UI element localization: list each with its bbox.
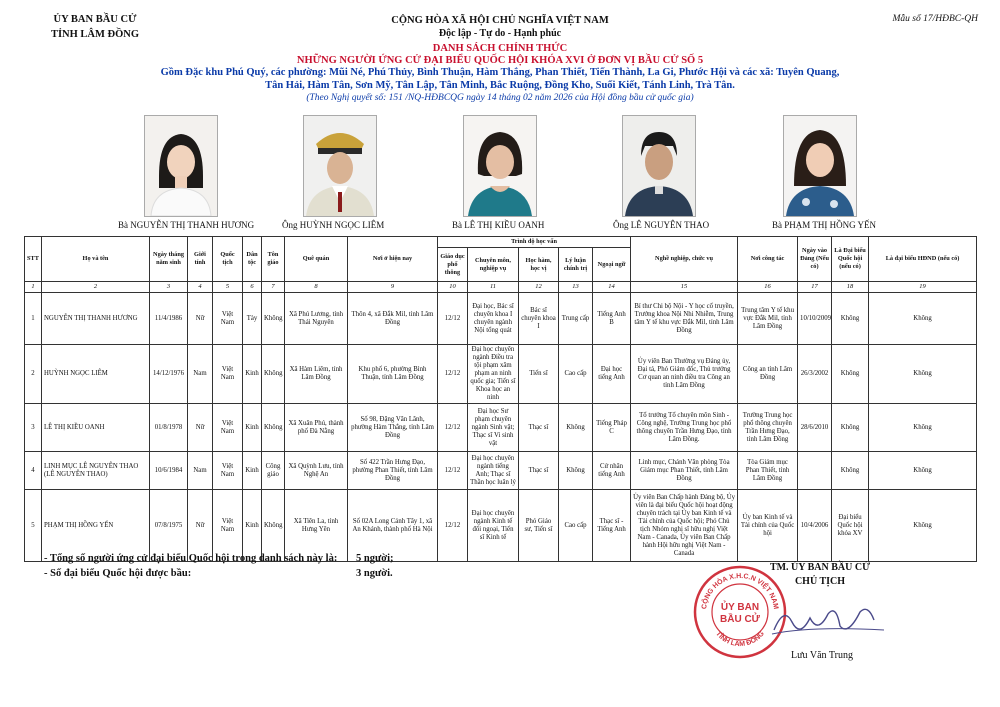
cell-party: 10/10/2009 <box>798 293 832 345</box>
national-heading <box>0 14 1000 40</box>
cell-language: Cử nhân tiếng Anh <box>593 452 631 490</box>
cell-gender: Nam <box>188 452 213 490</box>
summary-line-1 <box>44 551 394 566</box>
cell-hdnd: Không <box>869 293 977 345</box>
cell-specialty: Đại học Sư phạm chuyên ngành Sinh vật; Thạc sĩ Vi sinh vật <box>468 404 519 452</box>
cell-hometown: Xã Tiên La, tỉnh Hưng Yên <box>285 490 348 562</box>
header-hdnd-delegate: Là đại biểu HĐND (nếu có) <box>869 237 977 282</box>
cell-general: 12/12 <box>438 404 468 452</box>
cell-nationality: Việt Nam <box>213 404 243 452</box>
nation-name: CỘNG HÒA XÃ HỘI CHỦ NGHĨA VIỆT NAM <box>391 15 609 26</box>
cell-job: Bí thư Chi bộ Nội - Y học cổ truyền, Trưởng khoa Nội Nhi Nhiễm, Trung tâm Y tế khu vực Đắk Mil, tỉnh Lâm Đồng <box>631 293 738 345</box>
table-row <box>25 404 977 452</box>
photo-caption-1: Bà NGUYỄN THỊ THANH HƯƠNG <box>118 220 255 230</box>
cell-specialty: Đại học chuyên ngành Điều tra tội phạm xâm phạm an ninh quốc gia; Tiến sĩ Khoa học an ninh <box>468 345 519 404</box>
form-number: Mẫu số 17/HĐBC-QH <box>892 14 978 24</box>
cell-gender: Nữ <box>188 490 213 562</box>
cell-name: HUỲNH NGỌC LIÊM <box>42 345 150 404</box>
candidate-photo-3 <box>463 115 537 217</box>
cell-party <box>798 452 832 490</box>
col-num: 13 <box>559 282 593 293</box>
cell-residence: Thôn 4, xã Đắk Mil, tỉnh Lâm Đồng <box>348 293 438 345</box>
cell-party: 10/4/2006 <box>798 490 832 562</box>
col-num: 5 <box>213 282 243 293</box>
cell-job: Ủy viên Ban Thường vụ Đảng ủy, Đại tá, Phó Giám đốc, Thủ trưởng Cơ quan an ninh điều tra Công an tỉnh Lâm Đồng <box>631 345 738 404</box>
org-line-1: ỦY BAN BẦU CỬ <box>53 14 137 25</box>
cell-job: Tổ trưởng Tổ chuyên môn Sinh - Công nghệ, Trường Trung học phổ thông chuyên Trần Hưng Đạo, tỉnh Lâm Đồng. <box>631 404 738 452</box>
cell-job: Linh mục, Chánh Văn phòng Tòa Giám mục Phan Thiết, tỉnh Lâm Đồng <box>631 452 738 490</box>
cell-ethnic: Kinh <box>243 490 262 562</box>
column-number-row <box>25 282 977 293</box>
signature-role-1: TM. ỦY BAN BẦU CỬ <box>769 562 871 573</box>
photo-caption-2: Ông HUỲNH NGỌC LIÊM <box>282 220 385 230</box>
cell-religion: Công giáo <box>262 452 285 490</box>
cell-degree: Thạc sĩ <box>519 404 559 452</box>
cell-ethnic: Tày <box>243 293 262 345</box>
cell-hdnd: Không <box>869 345 977 404</box>
cell-gender: Nam <box>188 345 213 404</box>
cell-hometown: Xã Xuân Phú, thành phố Đà Nẵng <box>285 404 348 452</box>
header-stt: STT <box>25 237 42 282</box>
cell-name: NGUYỄN THỊ THANH HƯƠNG <box>42 293 150 345</box>
title-line-4: Tân Hải, Hàm Tân, Sơn Mỹ, Tân Lập, Tân Minh, Bắc Ruộng, Đồng Kho, Suối Kiết, Tánh Linh, Trà Tân. <box>265 79 735 91</box>
cell-general: 12/12 <box>438 452 468 490</box>
summary-line-2 <box>44 566 394 581</box>
cell-specialty: Đại học, Bác sĩ chuyên khoa I chuyên ngành Nội tổng quát <box>468 293 519 345</box>
signature-role-2: CHỦ TỊCH <box>794 576 846 587</box>
cell-workplace: Tòa Giám mục Phan Thiết, tỉnh Lâm Đồng <box>738 452 798 490</box>
col-num: 18 <box>832 282 869 293</box>
cell-language: Thạc sĩ - Tiếng Anh <box>593 490 631 562</box>
summary-elected-label: - Số đại biểu Quốc hội được bầu: <box>44 568 192 579</box>
header-dob: Ngày tháng năm sinh <box>150 237 188 282</box>
header-job: Nghề nghiệp, chức vụ <box>631 237 738 282</box>
cell-degree: Bác sĩ chuyên khoa I <box>519 293 559 345</box>
table-row <box>25 452 977 490</box>
col-num: 3 <box>150 282 188 293</box>
cell-politics: Không <box>559 452 593 490</box>
cell-na: Đại biểu Quốc hội khóa XV <box>832 490 869 562</box>
cell-residence: Số 422 Trần Hưng Đạo, phường Phan Thiết, tỉnh Lâm Đồng <box>348 452 438 490</box>
summary-block <box>44 551 394 581</box>
col-num: 11 <box>468 282 519 293</box>
header-nationality: Quốc tịch <box>213 237 243 282</box>
cell-hometown: Xã Quỳnh Lưu, tỉnh Nghệ An <box>285 452 348 490</box>
seal-ring-bottom: TỈNH LÂM ĐỒNG <box>714 630 766 649</box>
header-residence: Nơi ở hiện nay <box>348 237 438 282</box>
summary-total-label: - Tổng số người ứng cử đại biểu Quốc hội trong danh sách này là: <box>44 553 338 564</box>
col-num: 1 <box>25 282 42 293</box>
header-ethnic: Dân tộc <box>243 237 262 282</box>
header-party-date: Ngày vào Đảng (Nếu có) <box>798 237 832 282</box>
cell-nationality: Việt Nam <box>213 452 243 490</box>
header-gender: Giới tính <box>188 237 213 282</box>
candidate-photo-4 <box>622 115 696 217</box>
title-line-2: NHỮNG NGƯỜI ỨNG CỬ ĐẠI BIỂU QUỐC HỘI KHÓA XVI Ở ĐƠN VỊ BẦU CỬ SỐ 5 <box>296 55 704 66</box>
photo-caption-3: Bà LÊ THỊ KIỀU OANH <box>452 220 545 230</box>
cell-dob: 07/8/1975 <box>150 490 188 562</box>
cell-gender: Nữ <box>188 404 213 452</box>
cell-workplace: Công an tỉnh Lâm Đồng <box>738 345 798 404</box>
cell-na: Không <box>832 293 869 345</box>
title-line-3: Gồm Đặc khu Phú Quý, các phường: Mũi Né, Phú Thủy, Bình Thuận, Hàm Thắng, Phan Thiết, Tiến Thành, La Gi, Phước Hội và các xã: Tuyên Quang, <box>160 67 840 78</box>
col-num: 4 <box>188 282 213 293</box>
cell-hometown: Xã Phú Lương, tỉnh Thái Nguyên <box>285 293 348 345</box>
cell-party: 28/6/2010 <box>798 404 832 452</box>
seal-ring-text: CỘNG HÒA X.H.C.N VIỆT NAM <box>701 572 779 610</box>
header-na-delegate: Là Đại biểu Quốc hội (nếu có) <box>832 237 869 282</box>
cell-language: Tiếng Anh B <box>593 293 631 345</box>
header-hometown: Quê quán <box>285 237 348 282</box>
cell-politics: Trung cấp <box>559 293 593 345</box>
title-note: (Theo Nghị quyết số: 151 /NQ-HĐBCQG ngày 14 tháng 02 năm 2026 của Hội đồng bầu cử quốc gia) <box>306 93 694 103</box>
cell-language: Tiếng Pháp C <box>593 404 631 452</box>
cell-hdnd: Không <box>869 404 977 452</box>
col-num: 16 <box>738 282 798 293</box>
header-language: Ngoại ngữ <box>593 248 631 282</box>
cell-dob: 11/4/1986 <box>150 293 188 345</box>
col-num: 19 <box>869 282 977 293</box>
org-line-2: TỈNH LÂM ĐỒNG <box>50 29 140 40</box>
cell-dob: 01/8/1978 <box>150 404 188 452</box>
cell-hdnd: Không <box>869 452 977 490</box>
cell-nationality: Việt Nam <box>213 490 243 562</box>
summary-total-value: 5 người; <box>356 553 394 564</box>
cell-language: Đại học tiếng Anh <box>593 345 631 404</box>
cell-general: 12/12 <box>438 293 468 345</box>
cell-name: LÊ THỊ KIỀU OANH <box>42 404 150 452</box>
seal-center-top: ỦY BAN <box>720 602 760 613</box>
cell-general: 12/12 <box>438 490 468 562</box>
photo-caption-5: Bà PHẠM THỊ HỒNG YẾN <box>772 220 876 230</box>
table-header-row <box>25 237 977 248</box>
document-title <box>0 43 1000 105</box>
photo-caption-4: Ông LÊ NGUYÊN THAO <box>613 220 710 230</box>
table-row <box>25 293 977 345</box>
candidate-photo-5 <box>783 115 857 217</box>
col-num: 15 <box>631 282 738 293</box>
cell-religion: Không <box>262 490 285 562</box>
cell-specialty: Đại học chuyên ngành tiếng Anh; Thạc sĩ Thần học luân lý <box>468 452 519 490</box>
cell-party: 26/3/2002 <box>798 345 832 404</box>
cell-gender: Nữ <box>188 293 213 345</box>
cell-dob: 14/12/1976 <box>150 345 188 404</box>
header-politics: Lý luận chính trị <box>559 248 593 282</box>
col-num: 6 <box>243 282 262 293</box>
handwritten-signature <box>770 600 890 645</box>
cell-residence: Số 02A Long Cảnh Tây 1, xã An Khánh, thành phố Hà Nội <box>348 490 438 562</box>
header-specialty: Chuyên môn, nghiệp vụ <box>468 248 519 282</box>
col-num: 14 <box>593 282 631 293</box>
cell-na: Không <box>832 404 869 452</box>
col-num: 10 <box>438 282 468 293</box>
nation-motto: Độc lập - Tự do - Hạnh phúc <box>438 28 562 39</box>
col-num: 7 <box>262 282 285 293</box>
cell-stt: 2 <box>25 345 42 404</box>
summary-elected-value: 3 người. <box>356 568 393 579</box>
cell-ethnic: Kinh <box>243 404 262 452</box>
cell-nationality: Việt Nam <box>213 345 243 404</box>
cell-politics: Cao cấp <box>559 345 593 404</box>
cell-hometown: Xã Hàm Liêm, tỉnh Lâm Đồng <box>285 345 348 404</box>
cell-workplace: Ủy ban Kinh tế và Tài chính của Quốc hội <box>738 490 798 562</box>
cell-religion: Không <box>262 345 285 404</box>
seal-center-bottom: BẦU CỬ <box>720 614 760 625</box>
title-line-1: DANH SÁCH CHÍNH THỨC <box>432 43 568 54</box>
cell-stt: 5 <box>25 490 42 562</box>
candidate-photo-1 <box>144 115 218 217</box>
cell-hdnd: Không <box>869 490 977 562</box>
header-name: Họ và tên <box>42 237 150 282</box>
cell-religion: Không <box>262 404 285 452</box>
header-degree: Học hàm, học vị <box>519 248 559 282</box>
cell-general: 12/12 <box>438 345 468 404</box>
cell-religion: Không <box>262 293 285 345</box>
header-general-education: Giáo dục phổ thông <box>438 248 468 282</box>
header-education-group: Trình độ học vấn <box>438 237 631 248</box>
candidate-photo-2 <box>303 115 377 217</box>
cell-degree: Thạc sĩ <box>519 452 559 490</box>
cell-name: LINH MỤC LÊ NGUYÊN THAO (LÊ NGUYÊN THAO) <box>42 452 150 490</box>
cell-job: Ủy viên Ban Chấp hành Đảng bộ, Ủy viên là đại biểu Quốc hội hoạt động chuyên trách tại Ủy ban Kinh tế và Tài chính của Quốc hội; Phó Chủ tịch Nhóm nghị sĩ hữu nghị Việt Nam - Canada, Ủy viên Ban Chấp hành Hội hữu nghị Việt Nam - Canada <box>631 490 738 562</box>
signer-name: Lưu Văn Trung <box>791 650 853 661</box>
cell-stt: 3 <box>25 404 42 452</box>
cell-nationality: Việt Nam <box>213 293 243 345</box>
col-num: 12 <box>519 282 559 293</box>
cell-politics: Cao cấp <box>559 490 593 562</box>
table-row <box>25 345 977 404</box>
cell-na: Không <box>832 452 869 490</box>
cell-dob: 10/6/1984 <box>150 452 188 490</box>
cell-ethnic: Kinh <box>243 345 262 404</box>
col-num: 17 <box>798 282 832 293</box>
header-workplace: Nơi công tác <box>738 237 798 282</box>
cell-degree: Phó Giáo sư, Tiến sĩ <box>519 490 559 562</box>
cell-workplace: Trường Trung học phổ thông chuyên Trần Hưng Đạo, tỉnh Lâm Đồng <box>738 404 798 452</box>
col-num: 9 <box>348 282 438 293</box>
cell-residence: Số 98, Đặng Văn Lãnh, phường Hàm Thắng, tỉnh Lâm Đồng <box>348 404 438 452</box>
cell-stt: 4 <box>25 452 42 490</box>
candidate-table <box>24 236 977 562</box>
cell-name: PHẠM THỊ HỒNG YẾN <box>42 490 150 562</box>
header-religion: Tôn giáo <box>262 237 285 282</box>
cell-degree: Tiến sĩ <box>519 345 559 404</box>
cell-specialty: Đại học chuyên ngành Kinh tế đối ngoại, Tiến sĩ Kinh tế <box>468 490 519 562</box>
col-num: 8 <box>285 282 348 293</box>
cell-ethnic: Kinh <box>243 452 262 490</box>
cell-workplace: Trung tâm Y tế khu vực Đắk Mil, tỉnh Lâm Đồng <box>738 293 798 345</box>
cell-politics: Không <box>559 404 593 452</box>
cell-na: Không <box>832 345 869 404</box>
cell-residence: Khu phố 6, phường Bình Thuận, tỉnh Lâm Đồng <box>348 345 438 404</box>
cell-stt: 1 <box>25 293 42 345</box>
col-num: 2 <box>42 282 150 293</box>
